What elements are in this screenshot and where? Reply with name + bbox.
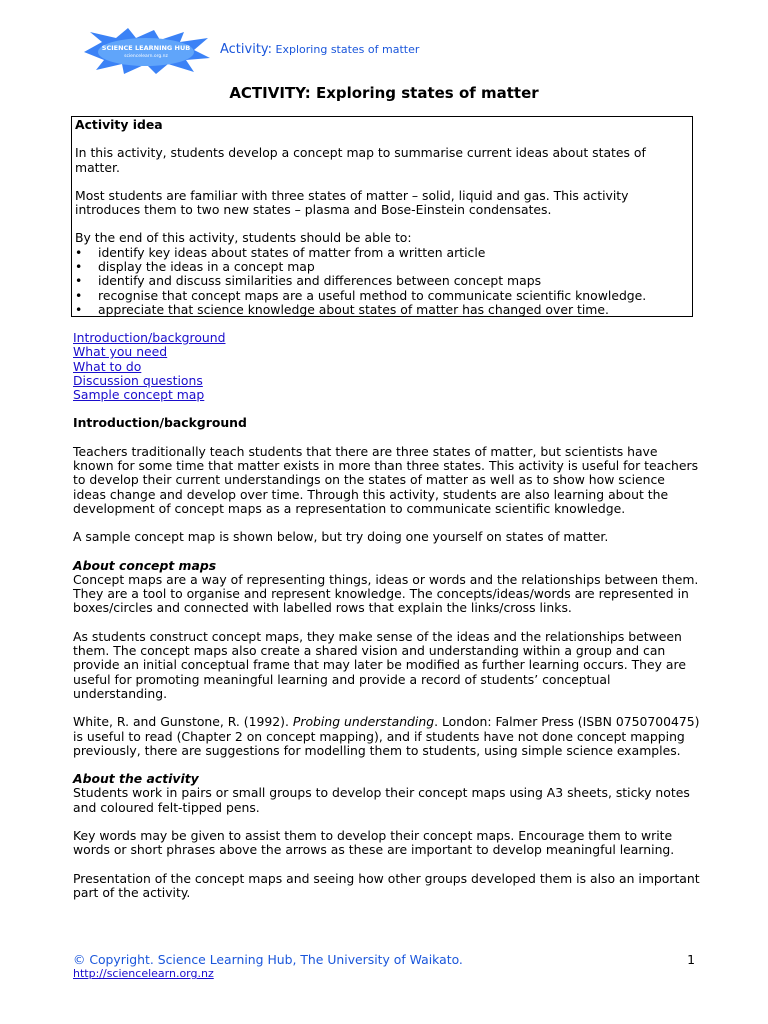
about-concept-maps-paragraph-2: As students construct concept maps, they make sense of the ideas and the relationships between them. The concept maps also create a shared vision and understanding within a group and can provide an initial conceptual frame that may later be modified as further learning occurs. They are useful for promoting meaningful learning and provide a record of students’ conceptual understanding. bbox=[73, 628, 686, 701]
header-title-prefix: Activity: bbox=[220, 42, 273, 57]
outcome-item: • identify key ideas about states of matter from a written article bbox=[75, 244, 486, 260]
document-title: ACTIVITY: Exploring states of matter bbox=[229, 84, 539, 102]
activity-idea-paragraph-2: Most students are familiar with three states of matter – solid, liquid and gas. This activity introduces them to two new states – plasma and Bose-Einstein condensates. bbox=[75, 187, 629, 218]
logo-url: sciencelearn.org.nz bbox=[124, 54, 168, 59]
intro-paragraph-1: Teachers traditionally teach students that there are three states of matter, but scientists have known for some time that matter exists in more than three states. This activity is useful for teachers to develop their current understandings on the states of matter as well as to show how science ideas change and develop over time. Through this activity, students are also learning about the development of concept maps as a representation to communicate scientific knowledge. bbox=[73, 443, 699, 516]
page-number: 1 bbox=[687, 952, 695, 967]
footer-url-link[interactable]: http://sciencelearn.org.nz bbox=[73, 967, 214, 981]
outcome-item: • appreciate that science knowledge about states of matter has changed over time. bbox=[75, 301, 609, 317]
activity-idea-paragraph-1: In this activity, students develop a concept map to summarise current ideas about states of matter. bbox=[75, 145, 646, 175]
document-body bbox=[73, 331, 701, 900]
about-activity-heading: About the activity bbox=[73, 771, 199, 787]
logo-name: SCIENCE LEARNING HUB bbox=[101, 44, 191, 52]
about-activity-paragraph-1: Students work in pairs or small groups to develop their concept maps using A3 sheets, sticky notes and coloured felt-tipped pens. bbox=[73, 785, 690, 815]
outcome-item: • recognise that concept maps are a useful method to communicate scientific knowledge. bbox=[75, 287, 647, 303]
activity-idea-box bbox=[71, 116, 693, 317]
about-concept-maps-heading: About concept maps bbox=[73, 557, 217, 573]
bullet-icon: • bbox=[75, 244, 83, 260]
intro-paragraph-2: A sample concept map is shown below, but try doing one yourself on states of matter. bbox=[73, 529, 609, 545]
activity-idea-heading: Activity idea bbox=[75, 117, 163, 132]
logo-splash-icon bbox=[80, 28, 212, 76]
bullet-icon: • bbox=[75, 287, 83, 303]
link-what-to-do[interactable]: What to do bbox=[73, 358, 142, 374]
link-sample-concept-map[interactable]: Sample concept map bbox=[73, 387, 205, 403]
copyright-text: © Copyright. Science Learning Hub, The University of Waikato. bbox=[73, 952, 463, 967]
science-learning-hub-logo bbox=[80, 28, 212, 76]
about-concept-maps-paragraph-1: Concept maps are a way of representing things, ideas or words and the relationships between them. They are a tool to organise and represent knowledge. The concepts/ideas/words are represented in boxes/circles and connected with labelled rows that explain the links/cross links. bbox=[73, 571, 699, 616]
outcomes-list bbox=[75, 246, 689, 317]
book-title: Probing understanding bbox=[292, 714, 435, 730]
bullet-icon: • bbox=[75, 301, 83, 317]
about-activity-paragraph-2: Key words may be given to assist them to develop their concept maps. Encourage them to write words or short phrases above the arrows as these are important to develop meaningful learning. bbox=[73, 828, 675, 858]
bullet-icon: • bbox=[75, 259, 83, 275]
activity-idea-paragraph-3: By the end of this activity, students should be able to: bbox=[75, 230, 412, 246]
link-introduction-background[interactable]: Introduction/background bbox=[73, 330, 226, 345]
page-footer bbox=[73, 953, 695, 982]
reference-paragraph: White, R. and Gunstone, R. (1992). Probing understanding. London: Falmer Press (ISBN 0750700475) is useful to read (Chapter 2 on concept mapping), and if students have not done concept mapping previously, there are suggestions for modelling them to students, using simple science examples. bbox=[73, 714, 700, 758]
outcome-item: • identify and discuss similarities and differences between concept maps bbox=[75, 273, 542, 289]
section-links bbox=[73, 331, 701, 402]
header-activity-title bbox=[220, 42, 419, 57]
bullet-icon: • bbox=[75, 273, 83, 289]
outcome-item: • display the ideas in a concept map bbox=[75, 259, 315, 275]
link-discussion-questions[interactable]: Discussion questions bbox=[73, 372, 203, 388]
link-what-you-need[interactable]: What you need bbox=[73, 344, 168, 360]
intro-heading: Introduction/background bbox=[73, 415, 247, 431]
about-activity-paragraph-3: Presentation of the concept maps and seeing how other groups developed them is also an important part of the activity. bbox=[73, 870, 700, 900]
header-title-rest: Exploring states of matter bbox=[272, 43, 420, 56]
